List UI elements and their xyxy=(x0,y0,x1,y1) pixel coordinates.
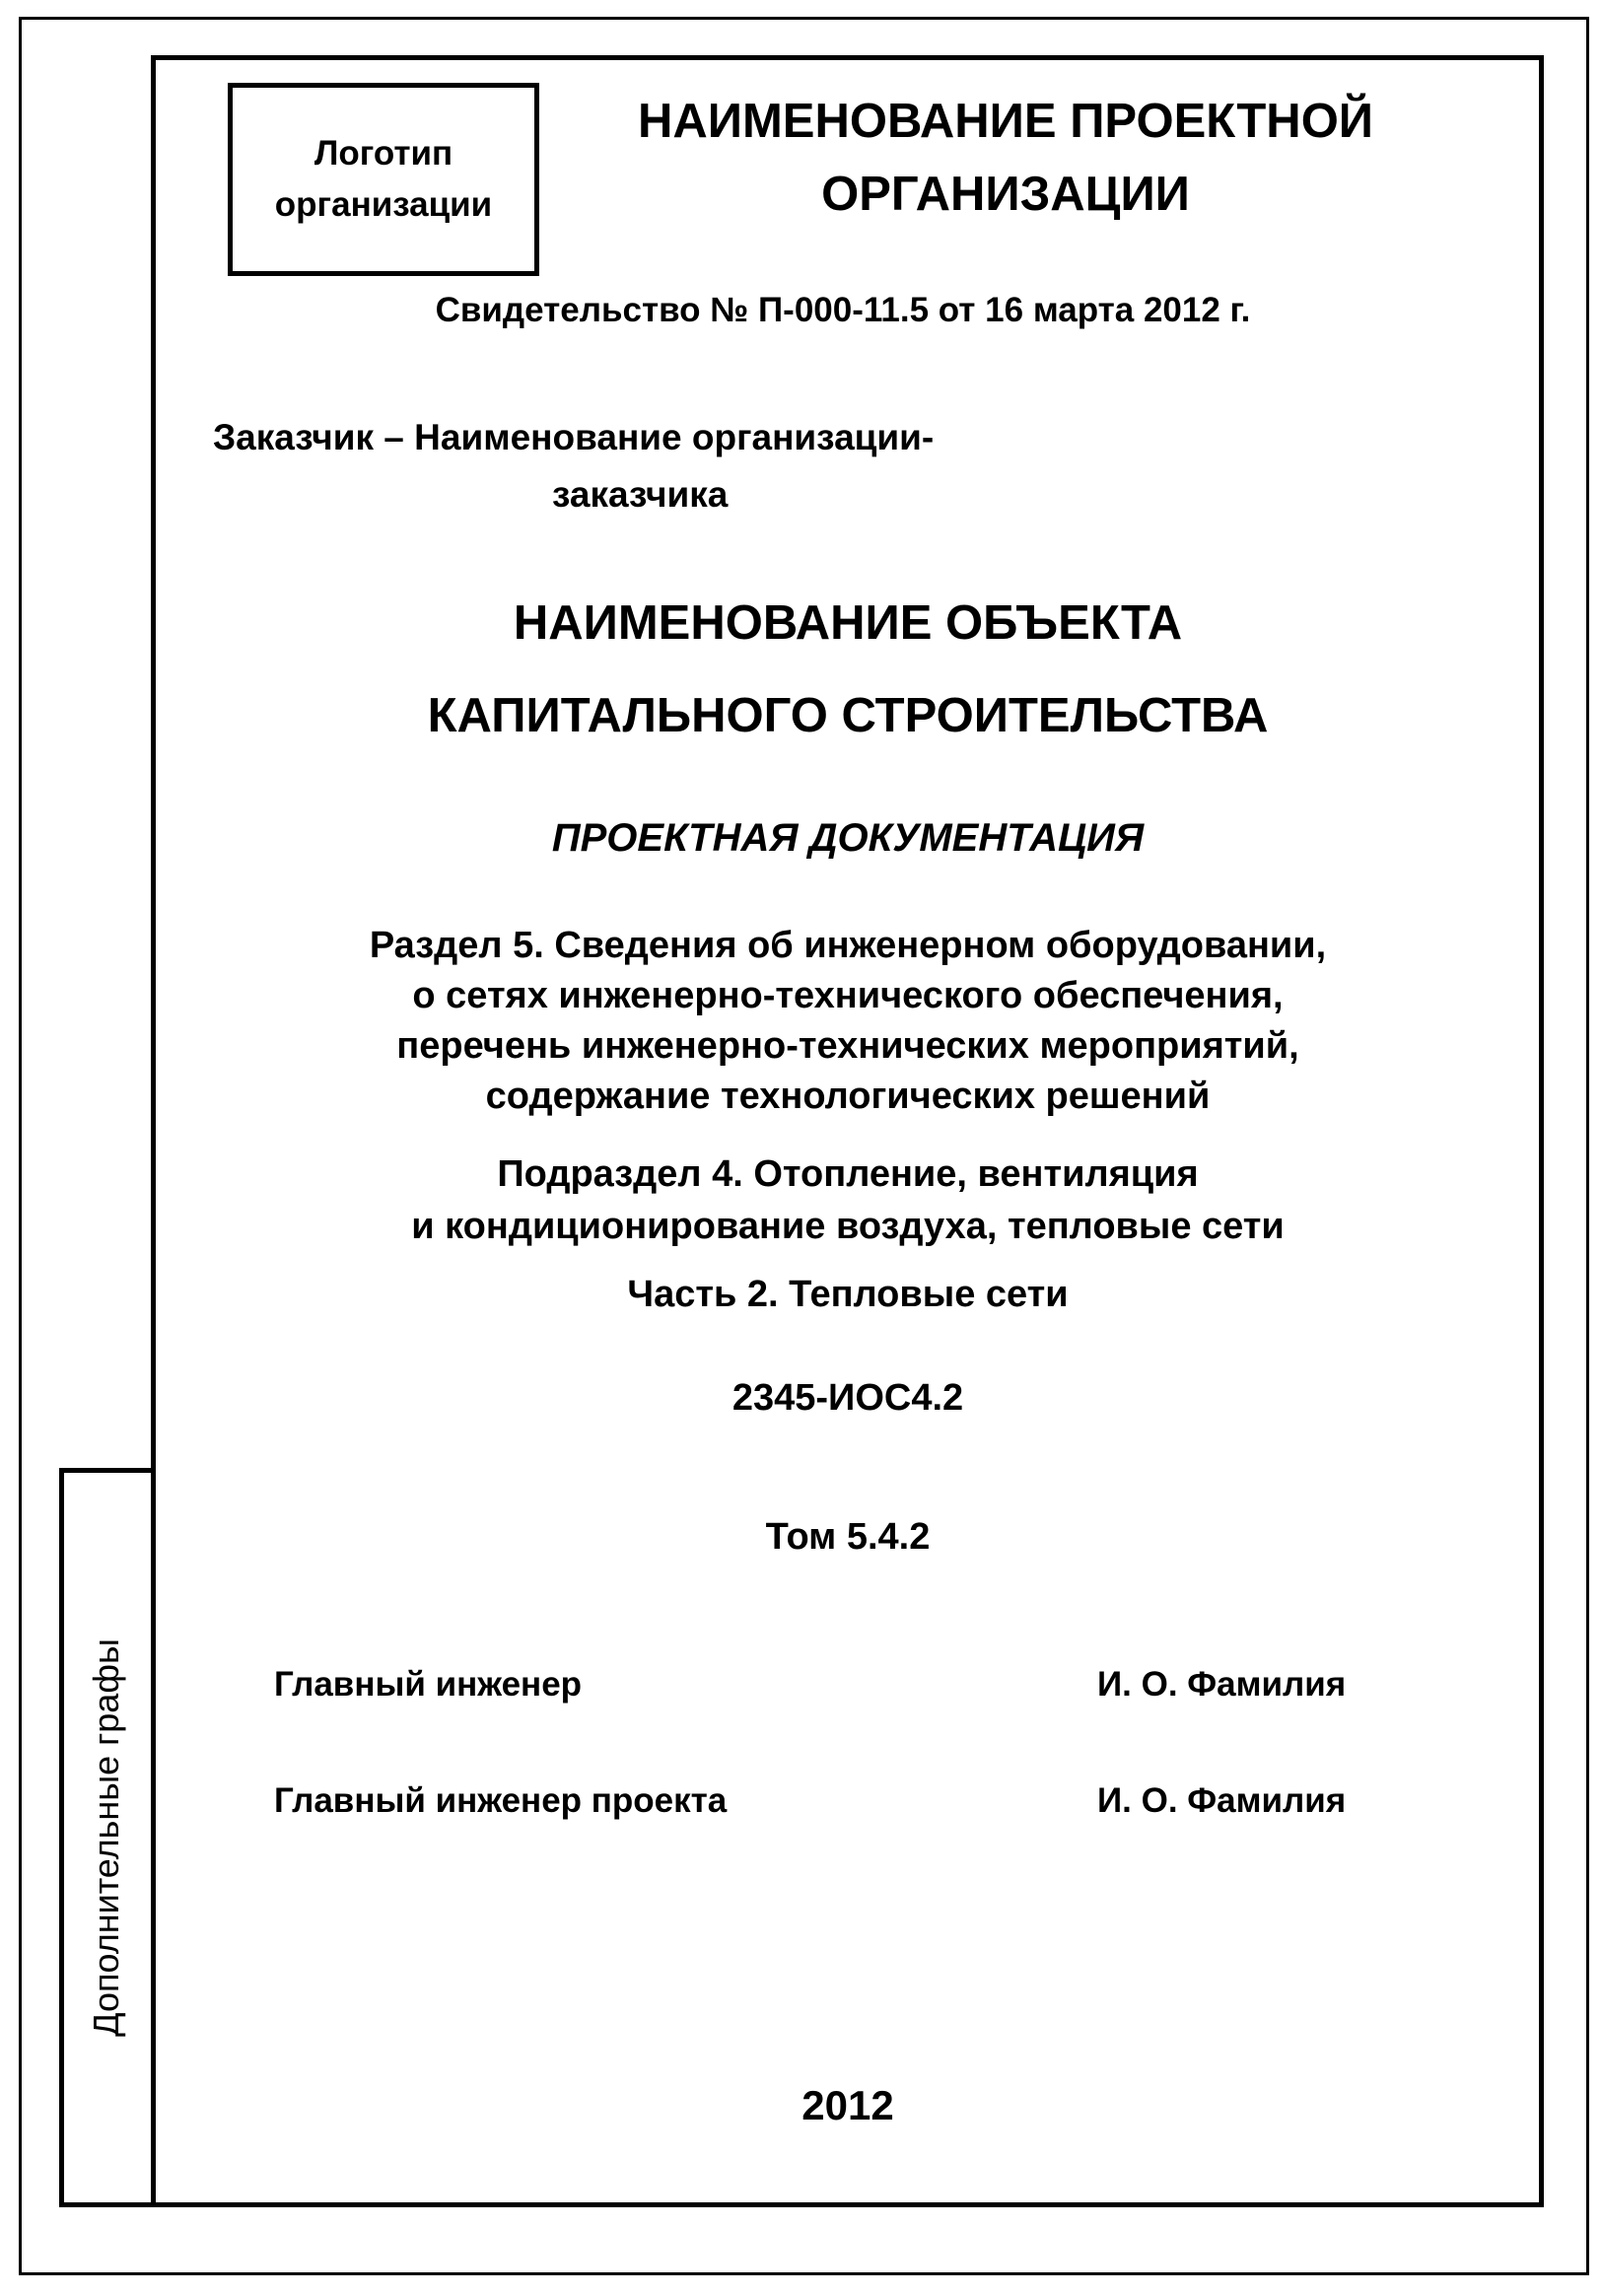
logo-line-2: организации xyxy=(274,185,493,224)
signature-role-chief-project-engineer: Главный инженер проекта xyxy=(274,1781,728,1820)
section-line-1: Раздел 5. Сведения об инженерном оборудовании, xyxy=(369,925,1327,966)
section-line-4: содержание технологических решений xyxy=(485,1076,1211,1117)
document-year: 2012 xyxy=(801,2082,894,2128)
construction-object-title xyxy=(276,577,1420,762)
part-title: Часть 2. Тепловые сети xyxy=(627,1274,1069,1315)
logo-line-1: Логотип xyxy=(313,134,453,173)
signature-role-chief-engineer: Главный инженер xyxy=(274,1665,583,1704)
subsection-line-2: и кондиционирование воздуха, тепловые сети xyxy=(411,1206,1285,1247)
org-name-line-2: ОРГАНИЗАЦИИ xyxy=(821,168,1190,221)
title-block-frame xyxy=(151,55,1544,2207)
org-name-line-1: НАИМЕНОВАНИЕ ПРОЕКТНОЙ xyxy=(637,95,1374,148)
signature-name-chief-project-engineer: И. О. Фамилия xyxy=(1097,1781,1347,1820)
organization-logo-placeholder xyxy=(228,83,539,276)
volume-number: Том 5.4.2 xyxy=(765,1516,931,1558)
certificate-line: Свидетельство № П-000-11.5 от 16 марта 2012 г. xyxy=(435,291,1251,329)
customer-line-2: заказчика xyxy=(552,474,729,515)
document-code: 2345-ИОС4.2 xyxy=(731,1377,964,1419)
customer-line-1: Заказчик – Наименование организации- xyxy=(213,417,935,457)
subsection-title xyxy=(197,1148,1498,1253)
design-organization-name xyxy=(552,85,1459,231)
signature-name-chief-engineer: И. О. Фамилия xyxy=(1097,1665,1347,1704)
object-line-1: НАИМЕНОВАНИЕ ОБЪЕКТА xyxy=(513,596,1183,650)
section-line-3: перечень инженерно-технических мероприятий, xyxy=(396,1025,1299,1067)
section-line-2: о сетях инженерно-технического обеспечения, xyxy=(412,975,1284,1016)
object-line-2: КАПИТАЛЬНОГО СТРОИТЕЛЬСТВА xyxy=(427,689,1269,742)
additional-columns-label-container xyxy=(59,1468,154,2207)
section-title xyxy=(197,921,1498,1122)
subsection-line-1: Подраздел 4. Отопление, вентиляция xyxy=(497,1153,1199,1195)
document-type: ПРОЕКТНАЯ ДОКУМЕНТАЦИЯ xyxy=(551,816,1145,860)
additional-columns-label: Дополнительные графы xyxy=(86,1638,126,2037)
